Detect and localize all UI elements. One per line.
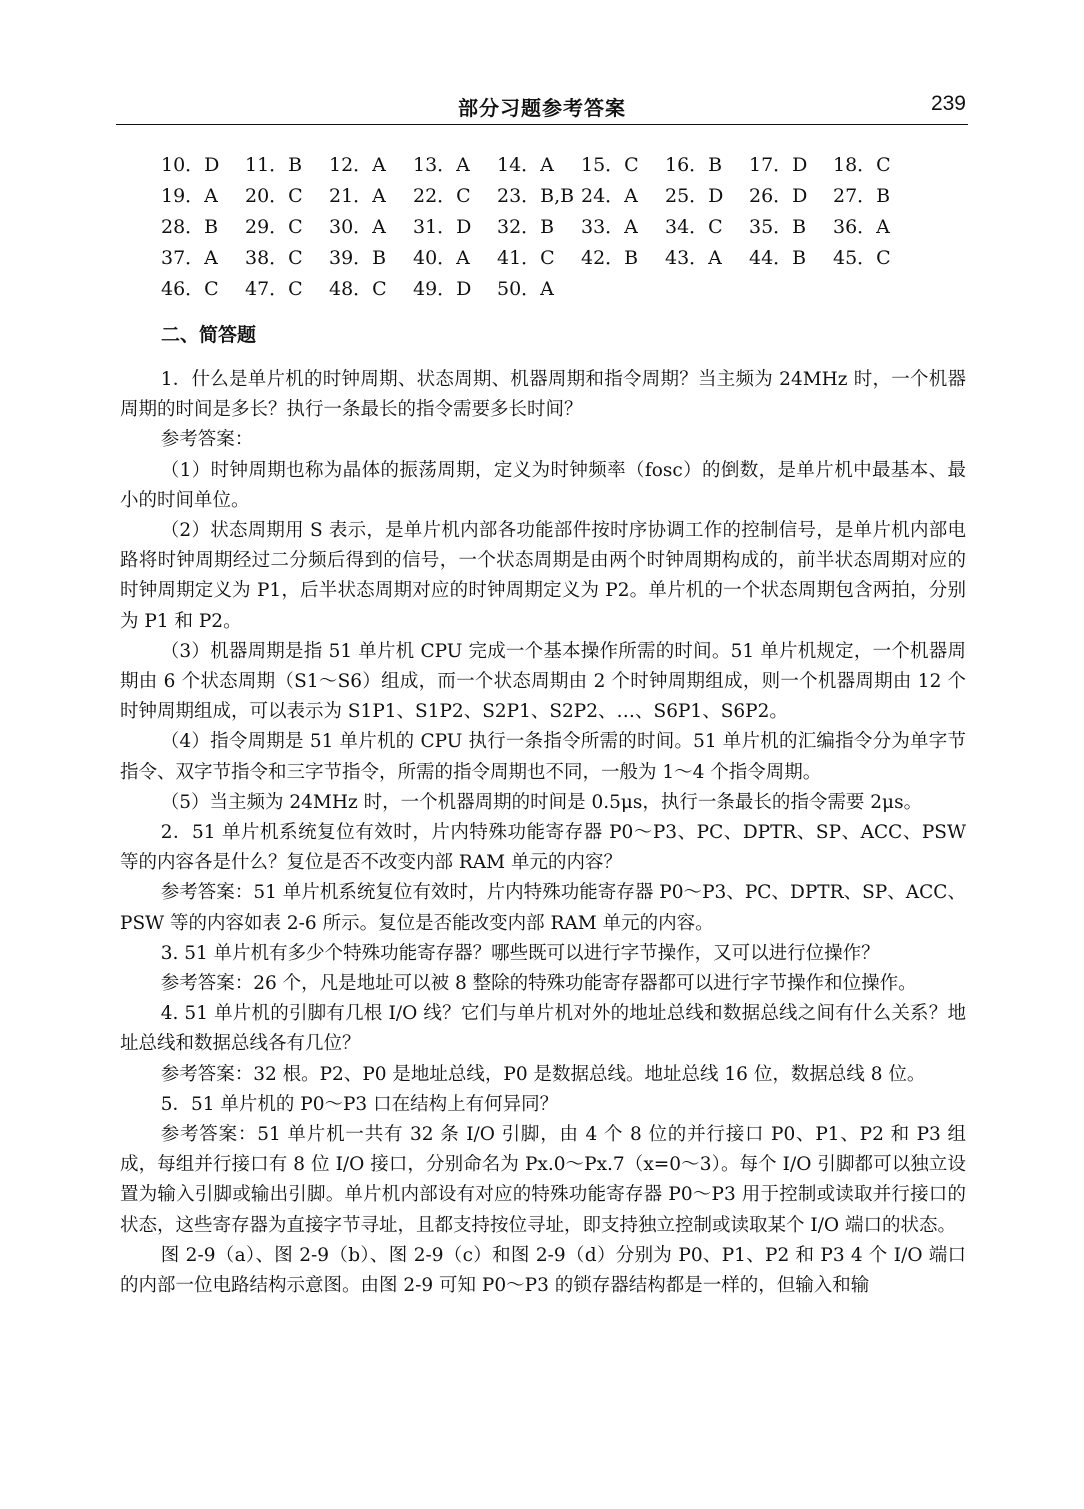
answer-item: 11．B <box>245 154 303 176</box>
answer-paragraph: （2）状态周期用 S 表示，是单片机内部各功能部件按时序协调工作的控制信号，是单片机内部电路将时钟周期经过二分频后得到的信号，一个状态周期是由两个时钟周期构成的，前半状态周期对应的时钟周期定义为 P1，后半状态周期对应的时钟周期定义为 P2。单片机的一个状态周期包含两拍，分别为 P1 和 P2。 <box>120 520 966 632</box>
section-heading: 二、简答题 <box>161 324 257 346</box>
answer-item: 18．C <box>833 154 891 176</box>
answer-text-body <box>120 365 966 1301</box>
answer-row <box>161 212 921 243</box>
answer-paragraph: 参考答案：51 单片机一共有 32 条 I/O 引脚，由 4 个 8 位的并行接口 P0、P1、P2 和 P3 组成，每组并行接口有 8 位 I/O 接口，分别命名为 Px.0～Px.7（x=0～3）。每个 I/O 引脚都可以独立设置为输入引脚或输出引脚。单片机内部设有对应的特殊功能寄存器 P0～P3 用于控制或读取并行接口的状态，这些寄存器为直接字节寻址，且都支持按位寻址，即支持独立控制或读取某个 I/O 端口的状态。 <box>120 1124 966 1236</box>
answer-item: 33．A <box>581 216 638 238</box>
reference-answer-label: 参考答案： <box>160 429 254 451</box>
answer-item: 34．C <box>665 216 723 238</box>
answer-item: 30．A <box>329 216 386 238</box>
answer-paragraph: （3）机器周期是指 51 单片机 CPU 完成一个基本操作所需的时间。51 单片机规定，一个机器周期由 6 个状态周期（S1～S6）组成，而一个状态周期由 2 个时钟周期组成，则一个机器周期由 12 个时钟周期组成，可以表示为 S1P1、S1P2、S2P1、S2P2、…、S6P1、S6P2。 <box>120 640 966 723</box>
question-5: 5．51 单片机的 P0～P3 口在结构上有何异同？ <box>160 1093 559 1115</box>
answer-item: 48．C <box>329 278 387 300</box>
answer-item: 44．B <box>749 247 807 269</box>
answer-item: 10．D <box>161 154 220 176</box>
answer-item: 43．A <box>665 247 722 269</box>
answer-item: 21．A <box>329 185 386 207</box>
answer-item: 14．A <box>497 154 554 176</box>
answer-item: 46．C <box>161 278 219 300</box>
answer-item: 38．C <box>245 247 303 269</box>
choice-answer-grid <box>161 150 921 305</box>
answer-row <box>161 150 921 181</box>
answer-item: 35．B <box>749 216 807 238</box>
answer-item: 16．B <box>665 154 723 176</box>
page-header <box>116 88 968 125</box>
answer-item: 37．A <box>161 247 218 269</box>
answer-paragraph: （4）指令周期是 51 单片机的 CPU 执行一条指令所需的时间。51 单片机的汇编指令分为单字节指令、双字节指令和三字节指令，所需的指令周期也不同，一般为 1～4 个指令周期。 <box>120 731 966 783</box>
page-number: 239 <box>930 92 966 115</box>
question-3: 3. 51 单片机有多少个特殊功能寄存器？哪些既可以进行字节操作，又可以进行位操作？ <box>160 942 880 964</box>
answer-item: 17．D <box>749 154 808 176</box>
answer-item: 31．D <box>413 216 472 238</box>
answer-paragraph: 图 2-9（a）、图 2-9（b）、图 2-9（c）和图 2-9（d）分别为 P0、P1、P2 和 P3 4 个 I/O 端口的内部一位电路结构示意图。由图 2-9 可知 P0～P3 的锁存器结构都是一样的，但输入和输 <box>120 1244 966 1297</box>
answer-row <box>161 274 921 305</box>
answer-item: 27．B <box>833 185 891 207</box>
answer-row <box>161 181 921 212</box>
answer-item: 29．C <box>245 216 303 238</box>
answer-item: 19．A <box>161 185 218 207</box>
answer-item: 41．C <box>497 247 555 269</box>
answer-item: 15．C <box>581 154 639 176</box>
answer-row <box>161 243 921 274</box>
answer-item: 47．C <box>245 278 303 300</box>
answer-item: 39．B <box>329 247 387 269</box>
answer-item: 50．A <box>497 278 554 300</box>
answer-item: 36．A <box>833 216 890 238</box>
answer-item: 24．A <box>581 185 638 207</box>
answer-item: 45．C <box>833 247 891 269</box>
question-4: 4. 51 单片机的引脚有几根 I/O 线？它们与单片机对外的地址总线和数据总线之间有什么关系？地址总线和数据总线各有几位？ <box>120 1003 966 1055</box>
header-title: 部分习题参考答案 <box>458 96 626 120</box>
answer-paragraph: 参考答案：32 根。P2、P0 是地址总线，P0 是数据总线。地址总线 16 位，数据总线 8 位。 <box>160 1063 926 1085</box>
answer-item: 25．D <box>665 185 724 207</box>
answer-item: 22．C <box>413 185 471 207</box>
answer-paragraph: （1）时钟周期也称为晶体的振荡周期，定义为时钟频率（fosc）的倒数，是单片机中最基本、最小的时间单位。 <box>120 459 966 511</box>
answer-item: 13．A <box>413 154 470 176</box>
answer-item: 40．A <box>413 247 470 269</box>
answer-item: 42．B <box>581 247 639 269</box>
answer-item: 20．C <box>245 185 303 207</box>
answer-paragraph: 参考答案：26 个，凡是地址可以被 8 整除的特殊功能寄存器都可以进行字节操作和位操作。 <box>160 973 917 995</box>
answer-item: 12．A <box>329 154 386 176</box>
answer-paragraph: （5）当主频为 24MHz 时，一个机器周期的时间是 0.5μs，执行一条最长的指令需要 2μs。 <box>160 791 923 813</box>
question-1: 1．什么是单片机的时钟周期、状态周期、机器周期和指令周期？当主频为 24MHz 时，一个机器周期的时间是多长？执行一条最长的指令需要多长时间？ <box>120 369 966 421</box>
answer-item: 49．D <box>413 278 472 300</box>
answer-paragraph: 参考答案：51 单片机系统复位有效时，片内特殊功能寄存器 P0～P3、PC、DPTR、SP、ACC、PSW 等的内容如表 2-6 所示。复位是否能改变内部 RAM 单元的内容。 <box>120 882 966 934</box>
answer-item: 26．D <box>749 185 808 207</box>
answer-item: 23．B,B <box>497 185 575 207</box>
answer-item: 28．B <box>161 216 219 238</box>
question-2: 2．51 单片机系统复位有效时，片内特殊功能寄存器 P0～P3、PC、DPTR、SP、ACC、PSW 等的内容各是什么？复位是否不改变内部 RAM 单元的内容？ <box>120 822 966 874</box>
answer-item: 32．B <box>497 216 555 238</box>
